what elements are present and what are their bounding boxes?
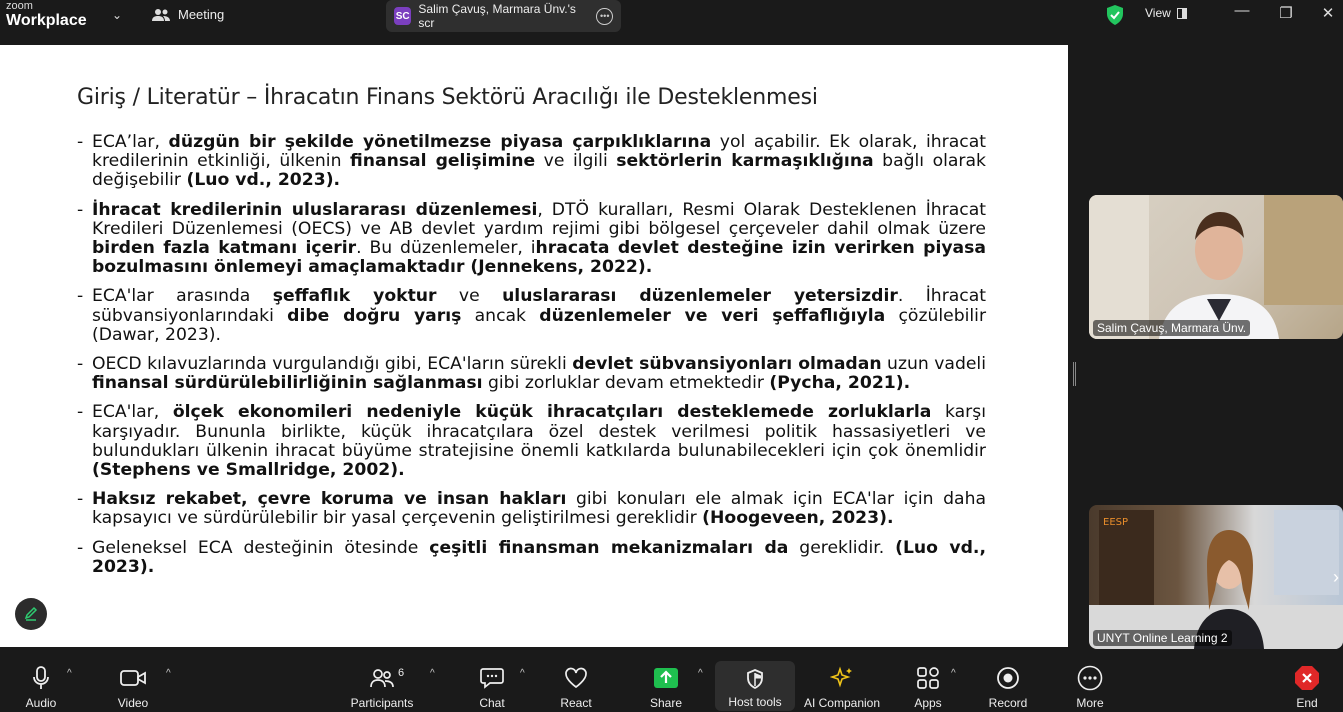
close-icon[interactable]: ✕ (1321, 5, 1335, 22)
participants-count: 6 (398, 667, 405, 679)
bullet-text-run: OECD kılavuzlarında vurgulandığı gibi, ECA'ların sürekli (92, 354, 573, 375)
apps-label: Apps (914, 696, 942, 710)
bullet-text-run: ve (436, 286, 503, 307)
annotate-pencil-button[interactable] (15, 598, 47, 630)
view-layout-icon (1177, 8, 1187, 19)
svg-text:EESP: EESP (1103, 517, 1129, 528)
more-button[interactable] (1070, 656, 1110, 710)
next-page-chevron-icon[interactable]: › (1333, 567, 1339, 587)
participants-button[interactable] (350, 656, 414, 710)
microphone-icon (33, 666, 49, 690)
ai-sparkle-icon (830, 666, 854, 690)
bullet-bold-run: devlet sübvansiyonları olmadan (572, 354, 882, 375)
brand-chevron-down-icon[interactable]: ⌄ (112, 8, 123, 22)
bullet-bold-run: (Luo vd., 2023). (186, 170, 341, 191)
bullet-bold-run: şeffaflık yoktur (272, 286, 437, 307)
bullet-bold-run: (Pycha, 2021). (769, 373, 911, 394)
meeting-controls (0, 652, 1343, 712)
participants-icon (370, 668, 394, 688)
host-tools-button[interactable] (715, 661, 795, 711)
bullet-text-run: gereklidir. (788, 537, 896, 558)
panel-resize-handle[interactable] (1073, 362, 1076, 386)
share-label: Share (649, 696, 683, 710)
bullet-text-run: yol açabilir. Ek olarak, ihracat kredilerinin etkinliği, ülkenin (92, 132, 987, 172)
minimize-icon[interactable]: — (1234, 2, 1250, 19)
apps-options-caret-icon[interactable]: ^ (951, 668, 956, 679)
react-button[interactable] (556, 656, 596, 710)
ai-companion-button[interactable] (801, 656, 883, 710)
chat-bubble-icon (480, 667, 504, 689)
record-button[interactable] (986, 656, 1030, 710)
bullet-bold-run: sektörlerin karmaşıklığına (616, 151, 874, 172)
end-button[interactable] (1290, 656, 1324, 710)
chat-label: Chat (479, 696, 505, 710)
bullet-bold-run: birden fazla katmanı içerir (92, 238, 357, 259)
chat-options-caret-icon[interactable]: ^ (520, 668, 525, 679)
bullet-bold-run: ölçek ekonomileri nedeniyle küçük ihracatçıları desteklemede zorluklarla (172, 402, 932, 423)
bullet-text-run: çözülebilir (Dawar, 2023). (92, 305, 987, 345)
slide-bullet (77, 201, 986, 278)
video-button[interactable] (112, 656, 154, 710)
react-label: React (560, 696, 592, 710)
ai-companion-label: AI Companion (803, 696, 881, 710)
bullet-bold-run: finansal sürdürülebilirliğinin sağlanması (92, 373, 483, 394)
sharer-avatar: SC (394, 7, 411, 25)
brand-top: zoom (6, 0, 33, 12)
heart-icon (564, 667, 588, 689)
pencil-icon (23, 606, 39, 622)
participants-label: Participants (350, 696, 414, 710)
encryption-shield-icon[interactable] (1106, 5, 1124, 25)
video-camera-icon (120, 669, 146, 687)
bullet-text-run: . İhracat sübvansiyonlarındaki (92, 286, 987, 326)
audio-button[interactable] (20, 656, 62, 710)
slide-bullet (77, 133, 986, 191)
video-options-caret-icon[interactable]: ^ (166, 668, 171, 679)
slide-bullet (77, 539, 986, 577)
bullet-text-run: , DTÖ kuralları, Resmi Olarak Desteklenen İhracat Kredileri Düzenlemesi (OECS) ve AB devlet yardım rejimi gibi bölgesel çerçeveler dahil olmak üzere (92, 199, 986, 239)
slide-title: Giriş / Literatür – İhracatın Finans Sektörü Aracılığı ile Desteklenmesi (77, 85, 818, 110)
bullet-bold-run: uluslararası düzenlemeler yetersizdir (502, 286, 898, 307)
share-button[interactable] (645, 656, 687, 710)
bullet-bold-run: dibe doğru yarış (287, 305, 462, 326)
top-bar (0, 0, 1343, 38)
record-icon (996, 666, 1020, 690)
host-tools-label: Host tools (728, 695, 782, 709)
share-options-icon[interactable]: ••• (596, 8, 613, 25)
share-pill-label: Salim Çavuş, Marmara Ünv.'s scr (418, 2, 576, 30)
bullet-bold-run: (Stephens ve Smallridge, 2002). (92, 460, 405, 481)
participant-video (1089, 195, 1343, 339)
bullet-text-run: gibi konuları ele almak için ECA'lar için daha kapsayıcı ve sürdürülebilir bir yasal çerçevenin geliştirilmesi gereklidir (92, 489, 986, 529)
slide-bullet (77, 355, 986, 393)
bullet-bold-run: Haksız rekabet, çevre koruma ve insan hakları (92, 489, 567, 510)
share-options-caret-icon[interactable]: ^ (698, 668, 703, 679)
brand-bottom: Workplace (6, 12, 87, 29)
bullet-bold-run: (Luo vd., 2023). (92, 537, 986, 577)
more-dots-icon (1077, 665, 1103, 691)
share-screen-icon (653, 667, 679, 689)
bullet-text-run: bağlı olarak değişebilir (92, 151, 986, 191)
slide-bullet (77, 287, 986, 345)
bullet-text-run: Geleneksel ECA desteğinin ötesinde (92, 537, 430, 558)
tile-name-salim: Salim Çavuş, Marmara Ünv. (1093, 320, 1250, 336)
bullet-bold-run: finansal gelişimine (350, 151, 536, 172)
bullet-text-run: karşı karşıyadır. Bununla birlikte, küçük ihracatçılara özel destek verilmesi politik hassasiyetleri ve bulundukları ülkenin ihracat büyüme stratejisine önemli katkılarda bulunabilecekleri için çok önemlidir (92, 402, 986, 461)
more-label: More (1076, 696, 1104, 710)
video-tile-unyt[interactable] (1089, 505, 1343, 649)
bullet-text-run: uzun vadeli (881, 354, 986, 375)
video-label: Video (117, 696, 149, 710)
bullet-bold-run: düzenlemeler ve veri şeffaflığıyla (539, 305, 886, 326)
bullet-text-run: ECA’lar, (92, 132, 169, 152)
apps-grid-icon (916, 666, 940, 690)
meeting-label: Meeting (178, 7, 225, 22)
zoom-logo (6, 1, 87, 29)
slide-bullet (77, 403, 986, 480)
view-label: View (1145, 6, 1171, 20)
participants-options-caret-icon[interactable]: ^ (430, 668, 435, 679)
bullet-text-run: gibi zorluklar devam etmektedir (482, 373, 770, 394)
screen-share-indicator[interactable] (386, 0, 621, 32)
bullet-bold-run: düzgün bir şekilde yönetilmezse piyasa çarpıklıklarına (168, 132, 712, 152)
tile-name-unyt: UNYT Online Learning 2 (1093, 630, 1232, 646)
chat-button[interactable] (472, 656, 512, 710)
slide-bullet (77, 490, 986, 528)
end-label: End (1296, 696, 1318, 710)
view-menu[interactable] (1145, 6, 1187, 20)
bullet-text-run: ve ilgili (535, 151, 617, 172)
bullet-bold-run: hracata devlet desteğine izin verirken piyasa bozulmasını önlemeyi amaçlamaktadır (Jennekens, 2022). (92, 238, 986, 278)
people-icon (152, 8, 170, 22)
bullet-text-run: ancak (461, 305, 540, 326)
bullet-text-run: . Bu düzenlemeler, i (356, 238, 536, 259)
bullet-text-run: ECA'lar, (92, 402, 173, 423)
host-shield-icon (746, 669, 764, 689)
bullet-bold-run: çeşitli finansman mekanizmaları da (429, 537, 789, 558)
bullet-bold-run: İhracat kredilerinin uluslararası düzenlemesi (92, 199, 538, 220)
meeting-menu[interactable] (152, 7, 224, 22)
bullet-text-run: ECA'lar arasında (92, 286, 273, 307)
audio-label: Audio (25, 696, 57, 710)
audio-options-caret-icon[interactable]: ^ (67, 668, 72, 679)
video-tile-salim[interactable] (1089, 195, 1343, 339)
participant-video (1089, 505, 1343, 649)
record-label: Record (988, 696, 1028, 710)
apps-button[interactable] (908, 656, 948, 710)
slide-bullet-list (77, 133, 986, 587)
end-call-icon (1294, 665, 1320, 691)
shared-screen (0, 45, 1068, 647)
maximize-icon[interactable]: ❐ (1279, 5, 1293, 22)
bullet-bold-run: (Hoogeveen, 2023). (702, 508, 894, 529)
